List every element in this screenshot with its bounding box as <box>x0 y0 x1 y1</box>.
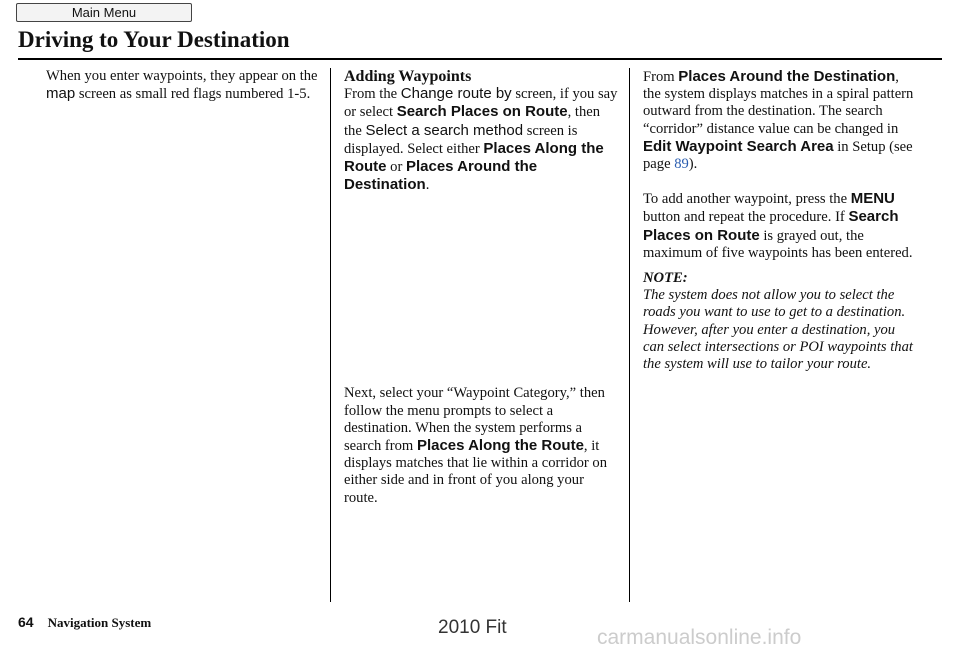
places-around-destination-term: Places Around the Destination <box>678 68 896 85</box>
places-around-destination-term: Places Around the Destination <box>344 158 538 194</box>
page-footer <box>18 614 151 631</box>
search-places-on-route-term: Search Places on Route <box>396 103 568 121</box>
footer-section: Navigation System <box>47 615 152 630</box>
add-waypoint-paragraph: To add another waypoint, press the MENU button and repeat the procedure. If Search Places on Route is grayed out, the maximum of five waypoints has been entered. <box>643 190 913 261</box>
paragraph-gap <box>643 173 919 190</box>
change-route-by-term: Change route by <box>400 85 512 103</box>
section-heading: Adding Waypoints <box>344 68 472 85</box>
page-89-link[interactable]: 89 <box>674 156 689 173</box>
search-places-on-route-term: Search Places on Route <box>643 208 899 244</box>
waypoints-intro-paragraph: When you enter waypoints, they appear on the map screen as small red flags numbered 1-5. <box>46 68 318 103</box>
note-heading: NOTE: <box>643 270 688 287</box>
column-2 <box>344 68 618 507</box>
edit-waypoint-search-area-term: Edit Waypoint Search Area <box>643 137 834 155</box>
select-search-method-term: Select a search method <box>365 121 524 139</box>
places-along-route-term: Places Along the Route <box>416 437 584 455</box>
column-1 <box>46 68 318 103</box>
page-number: 64 <box>18 614 34 630</box>
adding-waypoints-paragraph: From the Change route by screen, if you say or select Search Places on Route, then the Select a search method screen is displayed. Select either Places Along the Route or Places Around the Destination. <box>344 85 618 194</box>
column-divider-1 <box>330 68 331 602</box>
page-title: Driving to Your Destination <box>18 27 290 52</box>
site-watermark: carmanualsonline.info <box>597 626 802 649</box>
places-along-route-term: Places Along the Route <box>344 139 604 176</box>
menu-button-term: MENU <box>850 190 895 208</box>
main-menu-button[interactable]: Main Menu <box>16 3 192 22</box>
column-3 <box>643 68 919 373</box>
title-divider <box>18 58 942 60</box>
waypoint-category-paragraph: Next, select your “Waypoint Category,” then follow the menu prompts to select a destination. When the system performs a search from Places Along the Route, it displays matches that lie within a corridor on either side and in front of you along your route. <box>344 385 608 506</box>
map-term: map <box>46 85 76 103</box>
note-body: The system does not allow you to select the roads you want to use to get to a destination. However, after you enter a destination, you can select intersections or POI waypoints that the system will use to tailor your route. <box>643 287 913 373</box>
column-divider-2 <box>629 68 630 602</box>
model-watermark: 2010 Fit <box>438 617 507 638</box>
places-around-paragraph: From Places Around the Destination, the system displays matches in a spiral pattern outward from the destination. The search “corridor” distance value can be changed in Edit Waypoint Search Area in Setup (see page 89). <box>643 68 914 173</box>
